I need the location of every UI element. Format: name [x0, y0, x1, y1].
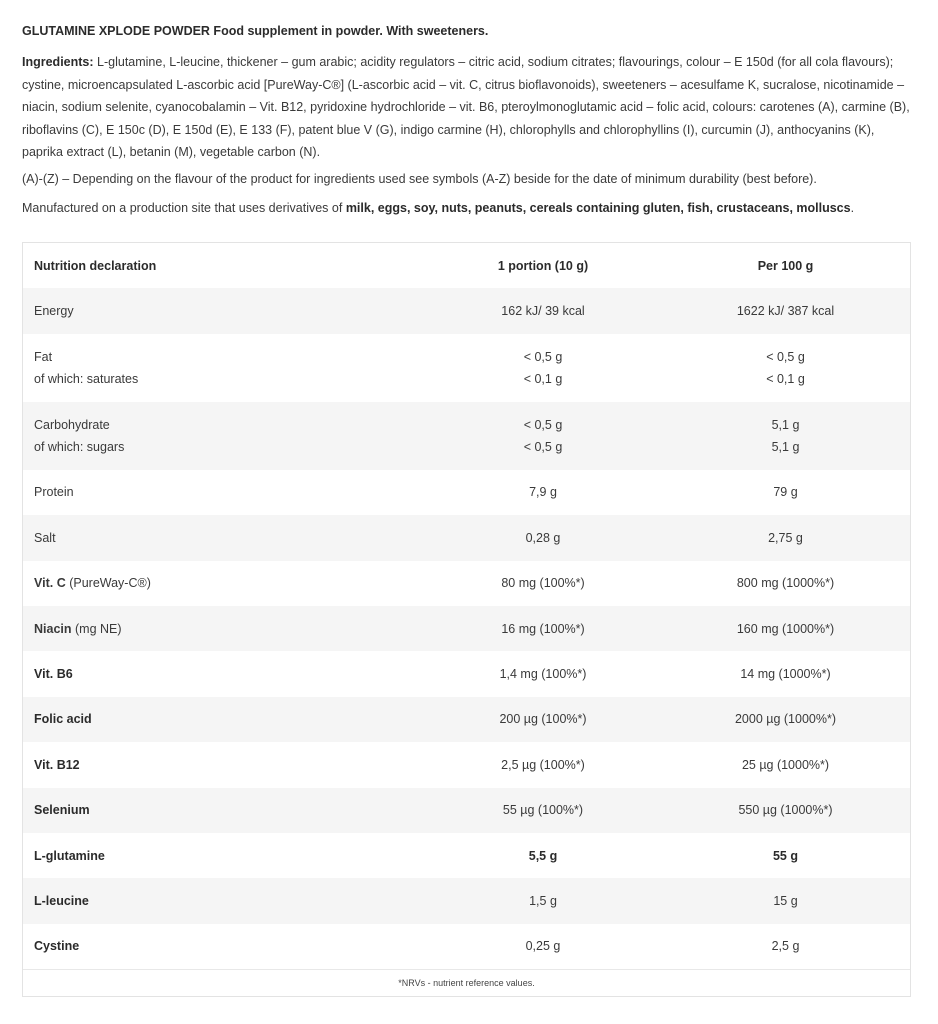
- row-label: Salt: [34, 530, 56, 545]
- row-portion-value: 16 mg (100%*): [501, 621, 585, 636]
- row-portion-value: 162 kJ/ 39 kcal: [501, 304, 585, 319]
- table-row-protein: [23, 470, 910, 515]
- table-row-selenium: [23, 788, 910, 833]
- row-per100-value: 2,5 g: [771, 939, 800, 954]
- row-portion-subvalue: < 0,1 g: [523, 371, 563, 386]
- row-label: Vit. B6: [34, 667, 73, 682]
- flavour-note: (A)-(Z) – Depending on the flavour of the product for ingredients used see symbols (A-Z) beside for the date of minimum durability (best before).: [22, 172, 817, 186]
- product-title: GLUTAMINE XPLODE POWDER Food supplement in powder. With sweeteners.: [22, 24, 489, 38]
- ingredients-paragraph: [22, 51, 914, 164]
- allergen-prefix: Manufactured on a production site that uses derivatives of: [22, 201, 346, 215]
- row-label: L-glutamine: [34, 848, 105, 863]
- row-label: Folic acid: [34, 712, 92, 727]
- row-portion-value: 1,5 g: [529, 893, 557, 908]
- row-label-detail: (PureWay-C®): [65, 576, 151, 591]
- nrv-footnote: *NRVs - nutrient reference values.: [23, 969, 910, 996]
- row-label-detail: (mg NE): [71, 621, 122, 636]
- row-per100-value: 1622 kJ/ 387 kcal: [736, 304, 835, 319]
- row-per100-value: 15 g: [773, 893, 798, 908]
- row-label: L-leucine: [34, 893, 89, 908]
- table-row-salt: [23, 515, 910, 560]
- table-row-vit-c: [23, 561, 910, 606]
- row-label: Energy: [34, 304, 74, 319]
- row-portion-value: 80 mg (100%*): [501, 576, 585, 591]
- table-row-l-leucine: [23, 878, 910, 923]
- row-per100-value: < 0,5 g: [766, 349, 805, 364]
- row-label: [23, 576, 425, 590]
- allergen-suffix: .: [850, 201, 855, 215]
- table-row-carbohydrate: [23, 402, 910, 470]
- table-row-energy: [23, 288, 910, 333]
- allergen-note: [22, 201, 854, 215]
- table-row-vit-b6: [23, 651, 910, 696]
- row-portion-value: < 0,5 g: [523, 349, 563, 364]
- row-portion-value: 2,5 µg (100%*): [501, 757, 585, 772]
- nutrition-table: [22, 242, 911, 997]
- row-per100-value: 160 mg (1000%*): [736, 621, 835, 636]
- row-portion-value: 55 µg (100%*): [502, 803, 584, 818]
- row-per100-value: 550 µg (1000%*): [738, 803, 833, 818]
- row-sublabel: of which: saturates: [34, 371, 139, 386]
- row-per100-value: 2,75 g: [768, 530, 803, 545]
- row-portion-value: 1,4 mg (100%*): [499, 667, 587, 682]
- row-per100-value: 2000 µg (1000%*): [734, 712, 837, 727]
- row-portion-subvalue: < 0,5 g: [523, 439, 563, 454]
- row-label-bold: Vit. C: [34, 576, 66, 591]
- row-label: Cystine: [34, 939, 80, 954]
- row-portion-value: < 0,5 g: [523, 417, 563, 432]
- table-row-vit-b12: [23, 742, 910, 787]
- row-portion-value: 0,25 g: [525, 939, 561, 954]
- ingredients-text: L-glutamine, L-leucine, thickener – gum arabic; acidity regulators – citric acid, sodium citrates; flavourings, colour – E 150d (for all cola flavours); cystine, microencapsulated L-ascorbic acid [PureWay-C®] (L-ascorbic acid – vit. C, citrus bioflavonoids), sweeteners – acesulfame K, sucralose, nicotinamide – niacin, sodium selenite, cyanocobalamin – Vit. B12, pyridoxine hydrochloride – vit. B6, pteroylmonoglutamic acid – folic acid, colours: carotenes (A), carmine (B), riboflavins (C), E 150c (D), E 150d (E), E 133 (F), patent blue V (G), indigo carmine (H), chlorophylls and chlorophyllins (I), curcumin (J), anthocyanins (K), paprika extract (L), betanin (M), vegetable carbon (N).: [22, 55, 910, 160]
- ingredients-label: Ingredients:: [22, 55, 94, 69]
- table-row-l-glutamine: [23, 833, 910, 878]
- table-row-niacin: [23, 606, 910, 651]
- row-label: Selenium: [34, 803, 90, 818]
- header-portion: 1 portion (10 g): [497, 258, 589, 273]
- row-label: Vit. B12: [34, 757, 80, 772]
- table-row-cystine: [23, 924, 910, 969]
- table-header-row: [23, 243, 910, 288]
- row-label: Fat: [34, 349, 53, 364]
- header-nutrition-declaration: Nutrition declaration: [34, 258, 157, 273]
- row-per100-value: 79 g: [773, 485, 798, 500]
- row-per100-value: 5,1 g: [771, 417, 800, 432]
- row-portion-value: 200 µg (100%*): [499, 712, 587, 727]
- row-label: [23, 622, 425, 636]
- row-per100-value: 55 g: [772, 848, 798, 863]
- row-portion-value: 7,9 g: [529, 485, 557, 500]
- row-per100-value: 25 µg (1000%*): [741, 757, 830, 772]
- allergen-list: milk, eggs, soy, nuts, peanuts, cereals containing gluten, fish, crustaceans, molluscs: [345, 201, 851, 215]
- table-row-folic-acid: [23, 697, 910, 742]
- row-per100-value: 14 mg (1000%*): [740, 667, 831, 682]
- row-per100-subvalue: 5,1 g: [771, 439, 800, 454]
- table-row-fat: [23, 334, 910, 402]
- row-portion-value: 0,28 g: [525, 530, 561, 545]
- row-sublabel: of which: sugars: [34, 439, 125, 454]
- row-label-bold: Niacin: [34, 621, 72, 636]
- row-label: Protein: [34, 485, 74, 500]
- row-per100-value: 800 mg (1000%*): [736, 576, 835, 591]
- row-portion-value: 5,5 g: [528, 848, 558, 863]
- header-per-100g: Per 100 g: [757, 258, 814, 273]
- row-per100-subvalue: < 0,1 g: [766, 371, 805, 386]
- row-label: Carbohydrate: [34, 417, 110, 432]
